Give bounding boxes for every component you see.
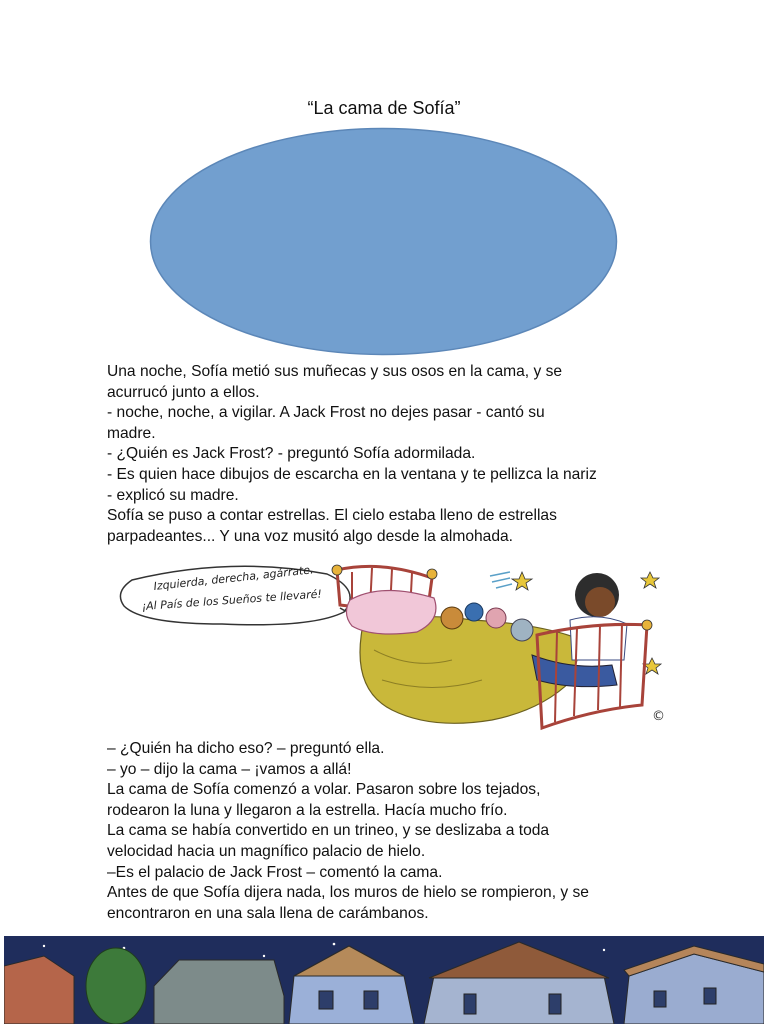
girl-face: [585, 587, 615, 617]
text-line: – ¿Quién ha dicho eso? – preguntó ella.: [107, 740, 385, 757]
text-line: –Es el palacio de Jack Frost – comentó la cama.: [107, 863, 443, 881]
page-title: “La cama de Sofía”: [307, 98, 461, 118]
house: [154, 960, 284, 1024]
text-line: velocidad hacia un magnífico palacio de hielo.: [107, 842, 426, 860]
story-paragraph-2: [107, 739, 687, 924]
text-line: parpadeantes... Y una voz musitó algo desde la almohada.: [107, 527, 514, 545]
text-line: - noche, noche, a vigilar. A Jack Frost no dejes pasar - cantó su: [107, 404, 545, 422]
text-line: - explicó su madre.: [107, 486, 239, 504]
pillow: [346, 590, 435, 634]
text-line: La cama se había convertido en un trineo, y se deslizaba a toda: [107, 822, 550, 840]
text-line: acurrucó junto a ellos.: [107, 383, 260, 401]
sparkle-lines: [490, 572, 512, 588]
star-icon: [641, 572, 659, 588]
flying-bed-illustration: [112, 560, 672, 735]
bubble-text-line-2: ¡Al País de los Sueños te llevaré!: [141, 587, 323, 613]
koala-toy: [511, 619, 533, 641]
copyright-mark: ©: [652, 709, 665, 724]
teddy-bear: [441, 607, 463, 629]
text-line: encontraron en una sala llena de carámbanos.: [107, 904, 429, 922]
story-paragraph-1: [107, 362, 687, 547]
text-line: – yo – dijo la cama – ¡vamos a allá!: [107, 760, 352, 778]
blue-oval-shape: [149, 127, 618, 356]
bubble-text-line-1: Izquierda, derecha, agárrate.: [152, 563, 315, 593]
text-line: La cama de Sofía comenzó a volar. Pasaron sobre los tejados,: [107, 781, 541, 799]
rooftops-illustration: [4, 936, 764, 1024]
text-line: - ¿Quién es Jack Frost? - preguntó Sofía adormilada.: [107, 445, 476, 463]
text-line: madre.: [107, 424, 156, 442]
tree: [86, 948, 146, 1024]
text-line: - Es quien hace dibujos de escarcha en la ventana y te pellizca la nariz: [107, 465, 597, 483]
text-line: Sofía se puso a contar estrellas. El cielo estaba lleno de estrellas: [107, 507, 557, 525]
text-line: rodearon la luna y llegaron a la estrella. Hacía mucho frío.: [107, 801, 508, 819]
star-icon: [512, 572, 532, 590]
text-line: Antes de que Sofía dijera nada, los muros de hielo se rompieron, y se: [107, 884, 589, 902]
text-line: Una noche, Sofía metió sus muñecas y sus osos en la cama, y se: [107, 363, 563, 380]
